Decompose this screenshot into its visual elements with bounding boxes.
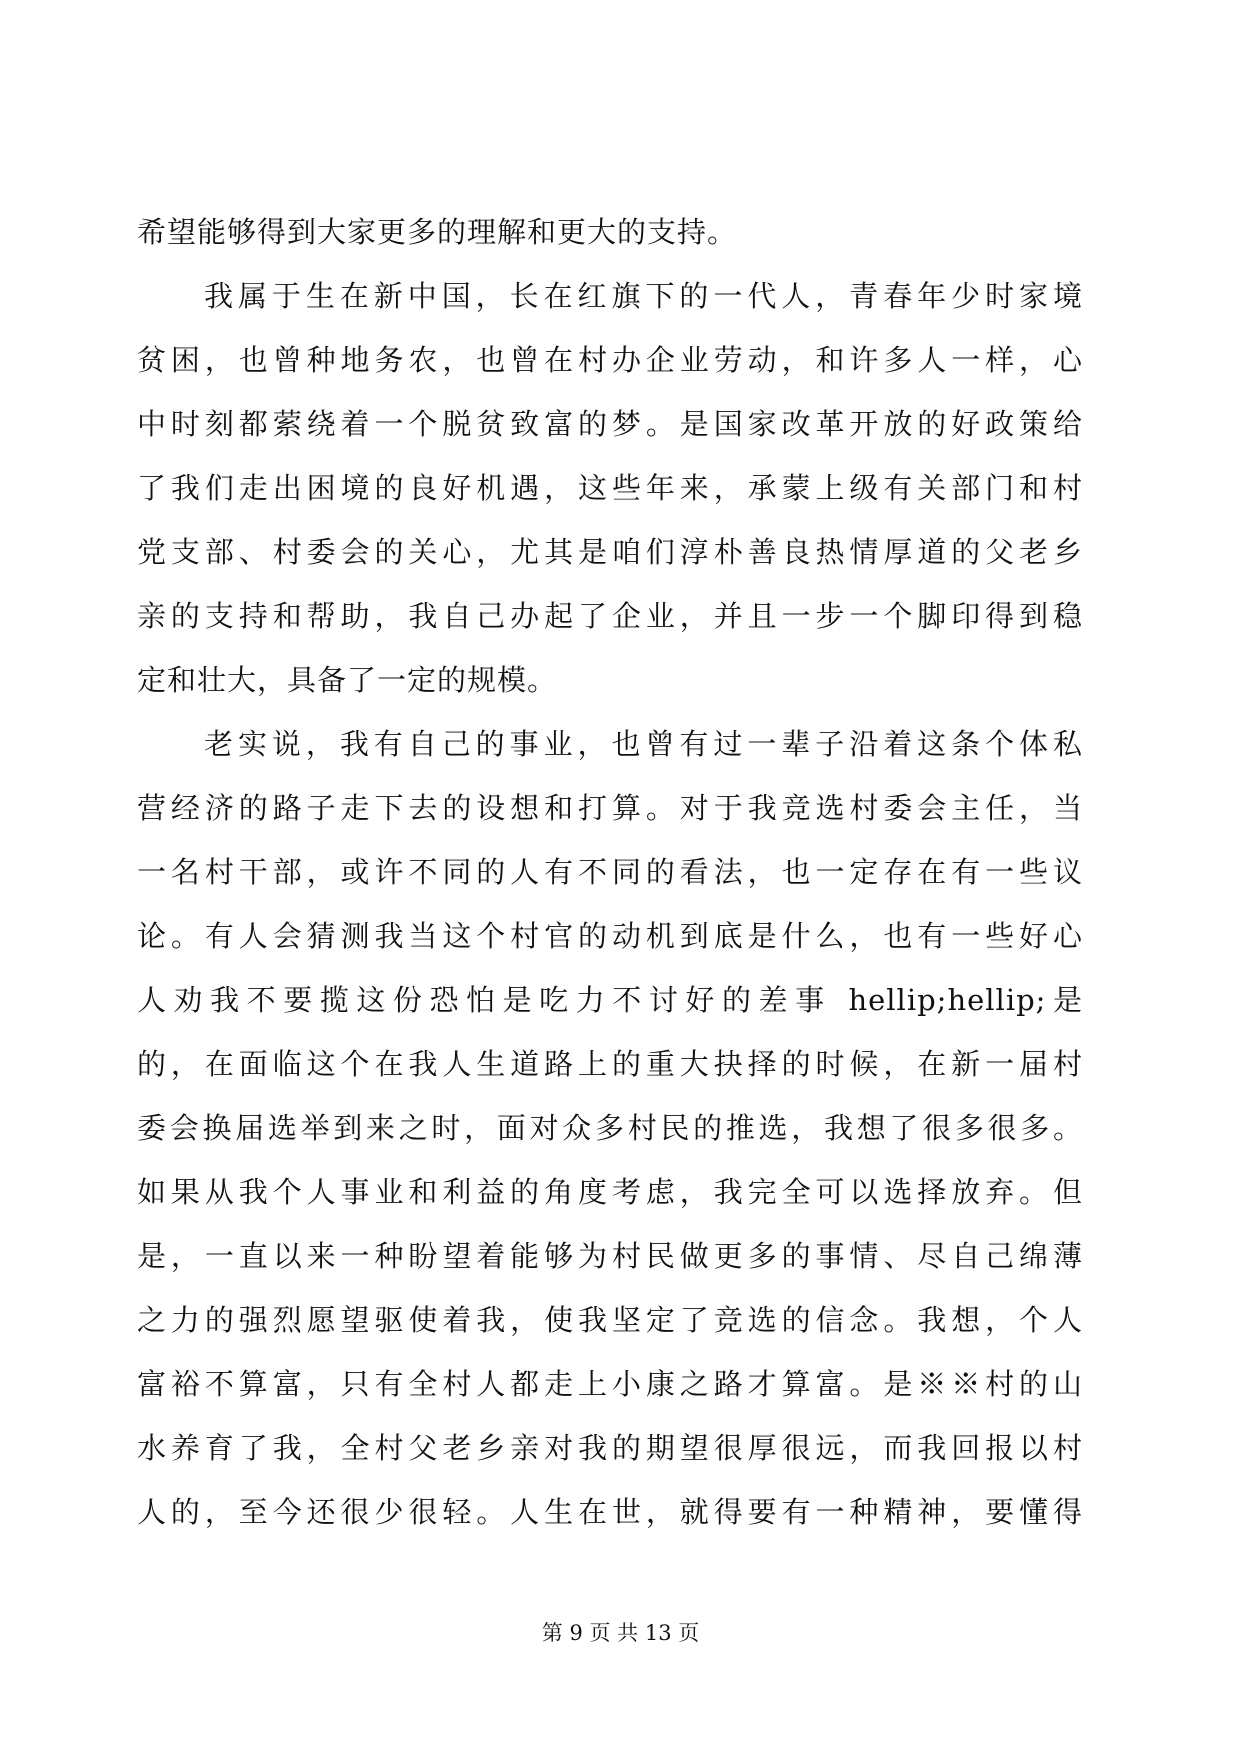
- text-line: 老实说，我有自己的事业，也曾有过一辈子沿着这条个体私: [204, 727, 1083, 761]
- text-line: 一名村干部，或许不同的人有不同的看法，也一定存在有一些议: [137, 855, 1083, 889]
- text-line: 营经济的路子走下去的设想和打算。对于我竞选村委会主任，当: [137, 791, 1083, 825]
- text-line: 是，一直以来一种盼望着能够为村民做更多的事情、尽自己绵薄: [137, 1239, 1083, 1273]
- text-line: 中时刻都萦绕着一个脱贫致富的梦。是国家改革开放的好政策给: [137, 407, 1083, 441]
- page-number: 第 9 页 共 13 页: [541, 1621, 700, 1645]
- text-line: 人劝我不要揽这份恐怕是吃力不讨好的差事 hellip;hellip;是: [137, 983, 1083, 1017]
- text-line: 党支部、村委会的关心，尤其是咱们淳朴善良热情厚道的父老乡: [137, 535, 1083, 569]
- text-line: 水养育了我，全村父老乡亲对我的期望很厚很远，而我回报以村: [137, 1431, 1083, 1465]
- text-line: 如果从我个人事业和利益的角度考虑，我完全可以选择放弃。但: [137, 1175, 1083, 1209]
- text-line: 人的，至今还很少很轻。人生在世，就得要有一种精神，要懂得: [137, 1495, 1083, 1529]
- text-line: 亲的支持和帮助，我自己办起了企业，并且一步一个脚印得到稳: [137, 599, 1083, 633]
- body-text: [137, 200, 1083, 1544]
- text-line: 之力的强烈愿望驱使着我，使我坚定了竞选的信念。我想，个人: [137, 1303, 1083, 1337]
- text-line: 我属于生在新中国，长在红旗下的一代人，青春年少时家境: [204, 279, 1083, 313]
- text-line: 了我们走出困境的良好机遇，这些年来，承蒙上级有关部门和村: [137, 471, 1083, 505]
- text-line: 希望能够得到大家更多的理解和更大的支持。: [137, 215, 738, 249]
- text-line: 贫困，也曾种地务农，也曾在村办企业劳动，和许多人一样，心: [137, 343, 1083, 377]
- text-line: 论。有人会猜测我当这个村官的动机到底是什么，也有一些好心: [137, 919, 1083, 953]
- page-footer: [0, 1618, 1241, 1648]
- text-line: 的，在面临这个在我人生道路上的重大抉择的时候，在新一届村: [137, 1047, 1083, 1081]
- text-line: 富裕不算富，只有全村人都走上小康之路才算富。是※※村的山: [137, 1367, 1083, 1401]
- text-line: 定和壮大，具备了一定的规模。: [137, 663, 558, 697]
- text-line: 委会换届选举到来之时，面对众多村民的推选，我想了很多很多。: [137, 1111, 1083, 1145]
